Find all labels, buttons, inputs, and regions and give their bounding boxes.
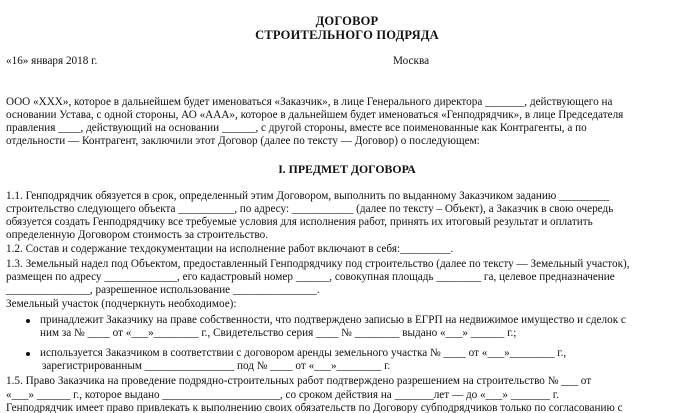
- clause-1-5-line-3: Генподрядчик имеет право привлекать к выполнению своих обязательств по Договору субподрядчиков только по согласованию с: [6, 402, 623, 413]
- clause-1-1-line-2: строительство следующего объекта __________, по адресу: ___________ (далее по тексту – Объект), а Заказчик в свою очередь: [6, 203, 614, 215]
- bullet-dot-2: [26, 352, 30, 356]
- bullet-dot-1: [26, 319, 30, 323]
- clause-1-3-line-2: размещен по адресу _____________, его кадастровый номер ______, совокупная площадь ________ га, целевое предназначение: [6, 271, 615, 283]
- bullet-2-line-2: зарегистрированным ________________ под № ____ от «___»________ г.: [42, 360, 391, 372]
- document-title-line-2: СТРОИТЕЛЬНОГО ПОДРЯДА: [255, 28, 439, 42]
- bullet-1-line-1: принадлежит Заказчику на праве собственности, что подтверждено записью в ЕГРП на недвижимое имущество и сделок с: [40, 314, 626, 326]
- document-title-line-1: ДОГОВОР: [315, 14, 379, 28]
- clause-1-5-line-1: 1.5. Право Заказчика на проведение подрядно-строительных работ подтверждено разрешением на строительство № ___ от: [6, 375, 592, 387]
- clause-1-5-line-2: «___» ______ г., которое выдано _____________________, со сроком действия на _______лет — до «___» _______ г.: [6, 389, 559, 401]
- clause-1-1-line-1: 1.1. Генподрядчик обязуется в срок, определенный этим Договором, выполнить по выданному Заказчиком заданию _________: [6, 190, 610, 202]
- clause-1-1-line-3: обязуется создать Генподрядчику все требуемые условия для исполнения работ, принять их итоговый результат и оплатить: [6, 216, 593, 228]
- clause-1-3-line-3: _______________, разрешенное использование _______________.: [6, 284, 320, 296]
- land-plot-intro: Земельный участок (подчеркнуть необходимое):: [6, 298, 237, 310]
- section-1-heading: I. ПРЕДМЕТ ДОГОВОРА: [278, 162, 416, 176]
- preamble-line-1: ООО «ХХХ», которое в дальнейшем будет именоваться «Заказчик», в лице Генерального директора _______, действующего на: [6, 96, 613, 108]
- bullet-2-line-1: используется Заказчиком в соответствии с договором аренды земельного участка № ____ от «___»________ г.,: [40, 347, 567, 359]
- preamble-line-2: основании Устава, с одной стороны, АО «ААА», которое в дальнейшем будет именоваться «Генподрядчик», в лице Председателя: [6, 109, 624, 121]
- preamble-line-4: отдельности — Контрагент, заключили этот Договор (далее по тексту — Договор) о последующем:: [6, 135, 480, 147]
- contract-date: «16» января 2018 г.: [6, 55, 98, 67]
- bullet-1-line-2: ним за № ____ от «___»________ г., Свидетельство серия ____ № ________ выдано «___» ______ г.;: [40, 327, 517, 339]
- clause-1-3-line-1: 1.3. Земельный надел под Объектом, предоставленный Генподрядчику под строительство (далее по тексту — Земельный участок),: [6, 258, 630, 270]
- clause-1-1-line-4: определенную Договором стоимость за строительство.: [6, 229, 269, 241]
- preamble-line-3: правления ____, действующий на основании ______, с другой стороны, вместе все поименованные как Контрагенты, а по: [6, 122, 587, 134]
- clause-1-2: 1.2. Состав и содержание техдокументации на исполнение работ включают в себя:_________.: [6, 243, 454, 255]
- contract-city: Москва: [393, 55, 430, 67]
